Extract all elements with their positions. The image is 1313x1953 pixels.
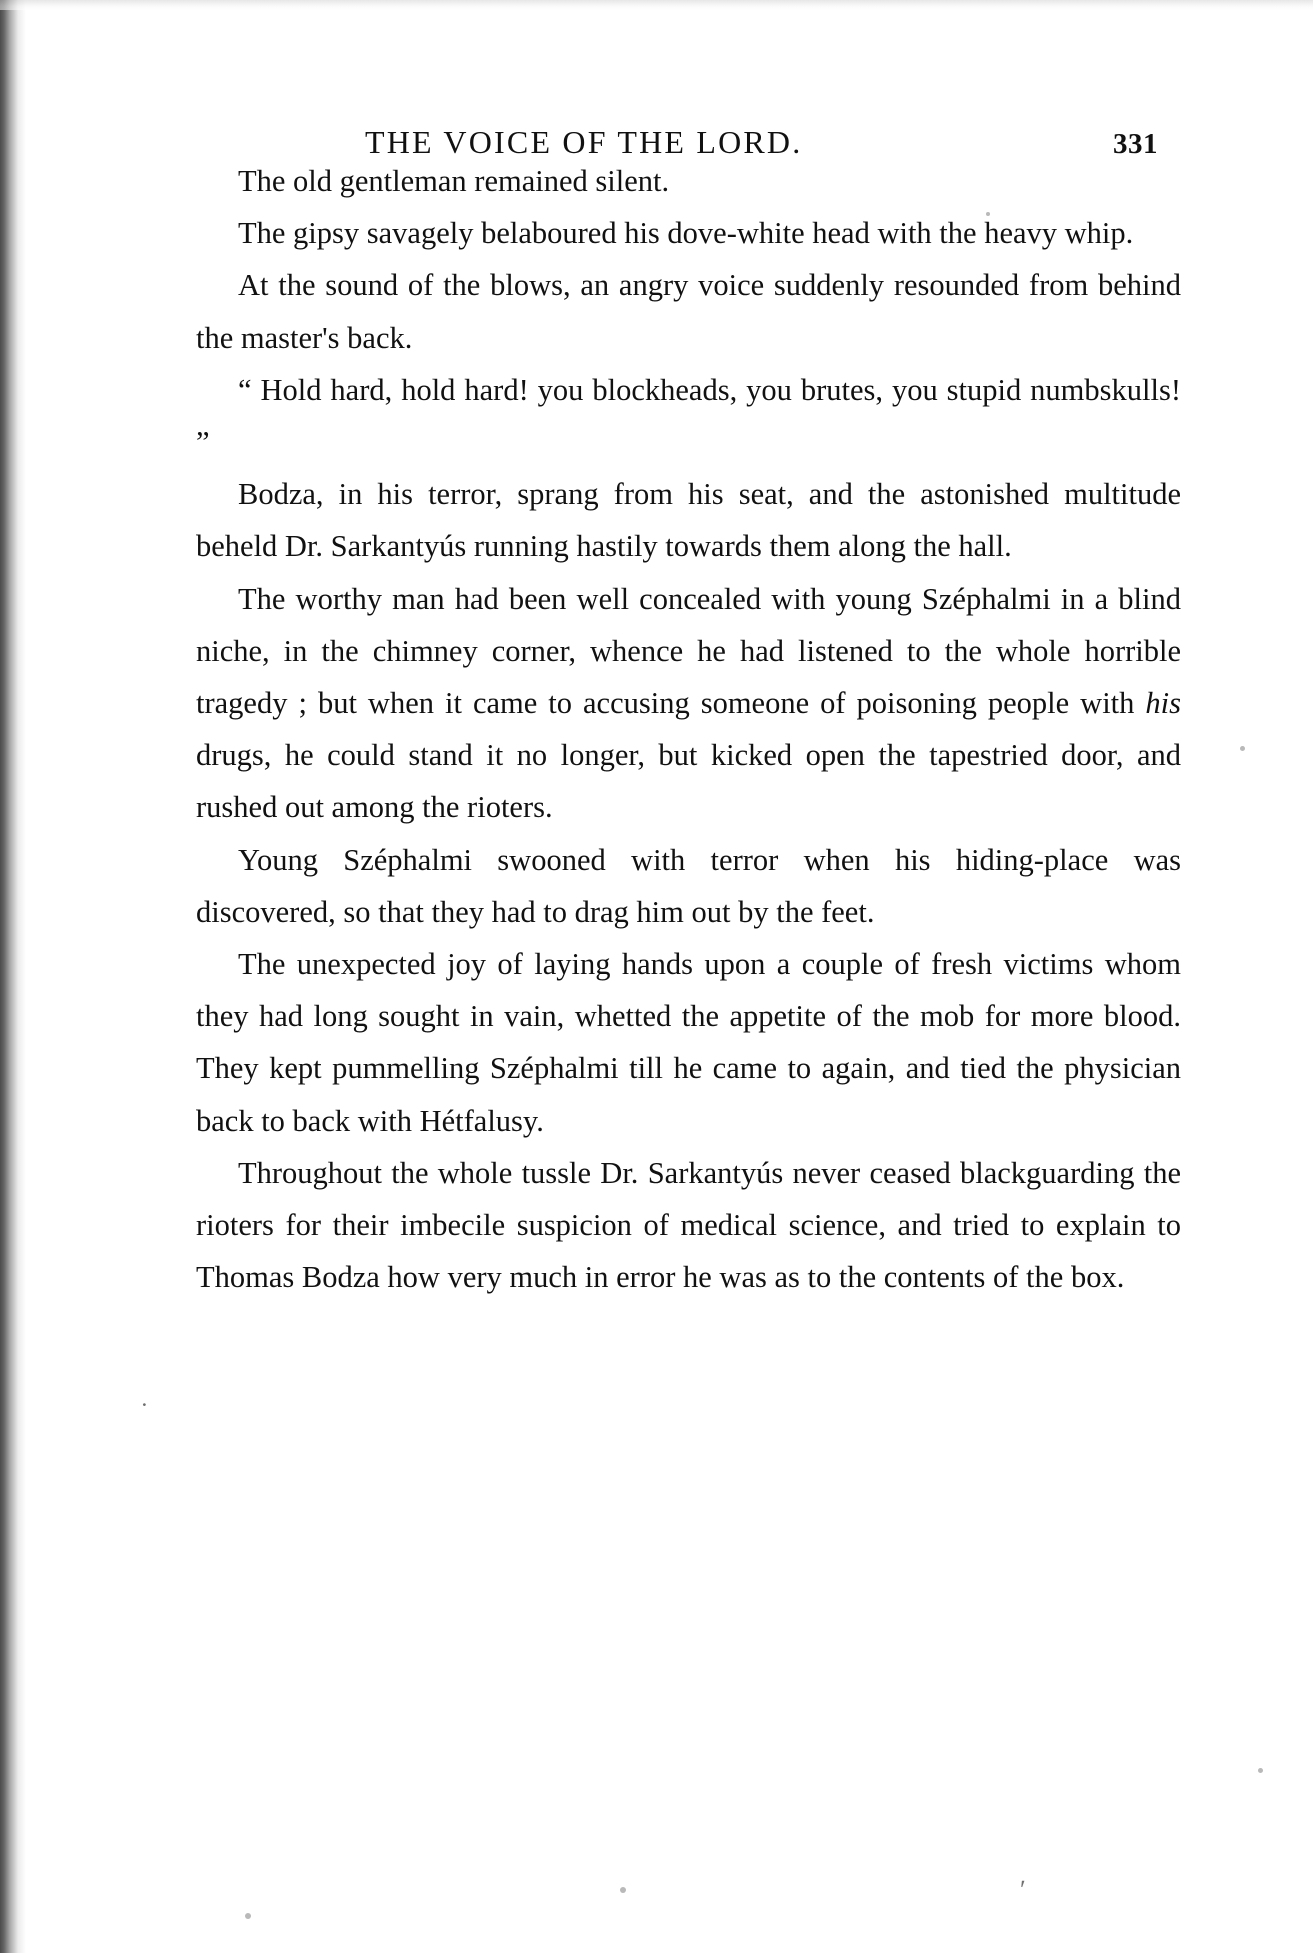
paragraph-with-italic [196,573,1181,834]
scan-stray-mark: ʹ [1020,1875,1026,1904]
paragraph: The old gentleman remained silent. [238,164,670,198]
paragraph-text-tail: drugs, he could stand it no longer, but kicked open the tapestried door, and rushed out among the rioters. [196,738,1181,825]
page-number: 331 [1113,128,1158,160]
scan-stray-mark: ˙ [140,1398,149,1427]
paragraph: Bodza, in his terror, sprang from his seat, and the astonished multitude beheld Dr. Sarkantyús running hastily towards them along the hall. [196,477,1181,564]
scan-speck [1240,746,1245,751]
page-top-shadow [0,0,1313,10]
body-text [196,155,1181,1303]
scan-speck [245,1913,251,1919]
page-edge-shadow [0,0,26,1953]
paragraph: Throughout the whole tussle Dr. Sarkantyús never ceased blackguarding the rioters for their imbecile suspicion of medical science, and tried to explain to Thomas Bodza how very much in error he was as to the contents of the box. [196,1155,1181,1295]
scan-speck [1258,1768,1263,1773]
paragraph: The unexpected joy of laying hands upon a couple of fresh victims whom they had long sought in vain, whetted the appetite of the mob for more blood. They kept pummelling Széphalmi till he came to again, and tied the physician back to back with Hétfalusy. [196,947,1181,1138]
scan-speck [620,1887,626,1893]
running-head: THE VOICE OF THE LORD. [365,124,803,160]
paragraph: The gipsy savagely belaboured his dove-white head with the heavy whip. [238,216,1134,251]
paragraph: At the sound of the blows, an angry voice suddenly resounded from behind the master's back. [196,268,1181,355]
scan-speck [986,212,990,216]
paragraph: Young Széphalmi swooned with terror when his hiding-place was discovered, so that they had to drag him out by the feet. [196,842,1181,929]
page-header [0,62,1313,160]
paragraph: “ Hold hard, hold hard! you blockheads, you brutes, you stupid numbskulls! ” [196,372,1181,460]
italic-word: his [1145,686,1181,721]
paragraph-text-head: The worthy man had been well concealed with young Széphalmi in a blind niche, in the chimney corner, whence he had listened to the whole horrible tragedy ; but when it came to accusing someone of poisoning people with [196,581,1181,721]
